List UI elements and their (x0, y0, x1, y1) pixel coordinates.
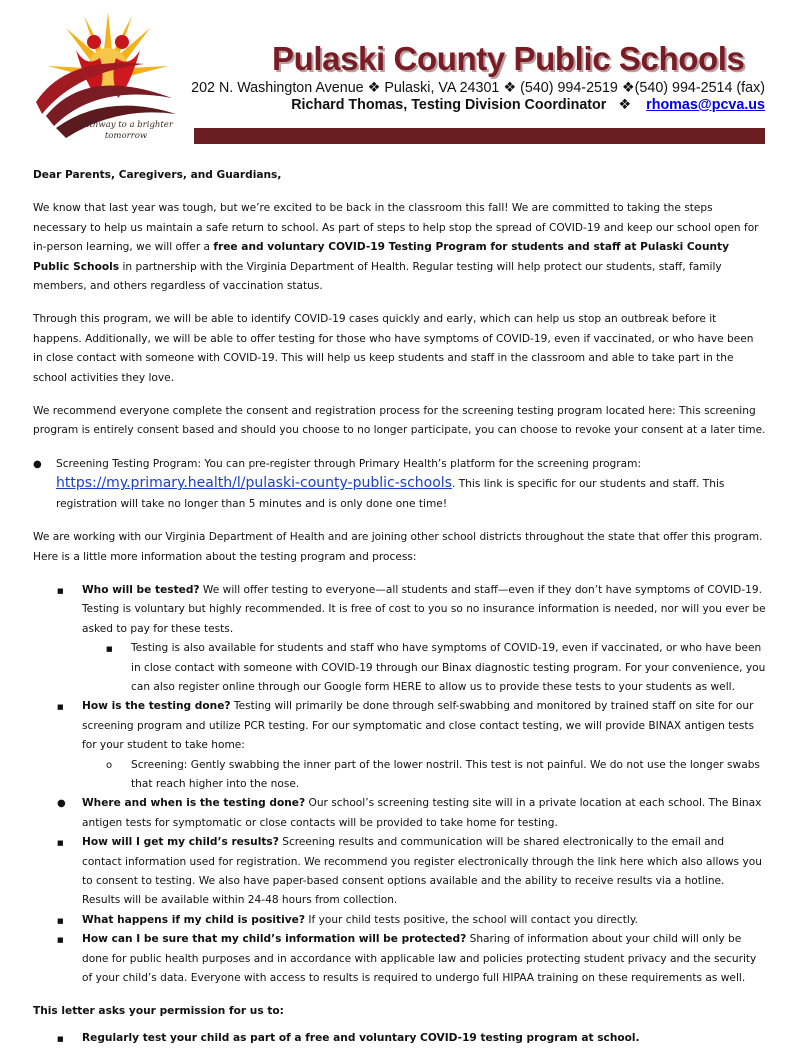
faq-answer: If your child tests positive, the school will contact you directly. (304, 913, 638, 926)
consent-paragraph: We recommend everyone complete the consent and registration process for the screening testing program located here: This screening program is entirely consent based and should you choose to no longer participate, you can choose to revoke your consent at a later time. (33, 405, 766, 437)
permission-text: Regularly test your child as part of a free and voluntary COVID-19 testing program at school. (82, 1031, 640, 1044)
faq-subtext: Testing is also available for students and staff who have symptoms of COVID-19, even if vaccinated, or who have been in close contact with someone with COVID-19 through our Binax diagnostic testing program. For your convenience, you can also register online through our Google form HERE to allow us to provide these tests to your students as well. (131, 642, 766, 693)
faq-question: Where and when is the testing done? (82, 797, 306, 810)
square-bullet: ■ (57, 936, 64, 945)
faq-subitem (33, 639, 766, 697)
school-name: Pulaski County Public Schools (272, 40, 745, 77)
faq-item (33, 581, 766, 639)
faq-item (33, 794, 766, 833)
faq-question: How is the testing done? (82, 700, 231, 713)
square-bullet: ■ (57, 586, 64, 595)
info-paragraph: We are working with our Virginia Department of Health and are joining other school districts throughout the state that offer this program. Here is a little more information about the testing program and process: (33, 531, 763, 563)
intro-paragraph (33, 199, 766, 296)
intro-text-b: in partnership with the Virginia Department of Health. Regular testing will help protect our students, staff, family members, and others regardless of vaccination status. (33, 260, 722, 293)
faq-item (33, 930, 766, 988)
screening-after: . This link is specific for our students and staff. This registration will take no longer than 5 minutes and is only done one time! (56, 478, 725, 510)
header-divider-bar (194, 128, 765, 144)
faq-question: Who will be tested? (82, 583, 200, 596)
faq-answer: Screening results and communication will be shared electronically to the email and contact information used for registration. We recommend you register electronically through the link here which also allows you to consent to testing. We also have paper-based consent options available and the ability to receive results via a hotline. Results will be available within 24-48 hours from collection. (82, 836, 762, 907)
separator-glyph: ❖ (618, 97, 632, 113)
circle-bullet: o (106, 759, 113, 771)
program-paragraph: Through this program, we will be able to identify COVID-19 cases quickly and early, which can help us stop an outbreak before it happens. Additionally, we will be able to offer testing for those who have symptoms of COVID-19, even if vaccinated, or who have been in close contact with someone with COVID-19. This will help us keep students and staff in the classroom and able to take part in the school activities they love. (33, 313, 754, 384)
coordinator-name: Richard Thomas, Testing Division Coordinator (291, 97, 607, 113)
permission-heading: This letter asks your permission for us to: (33, 1005, 284, 1018)
intro-text-bold: free and voluntary COVID-19 Testing Program for students and staff at Pulaski County Public Schools (33, 241, 730, 273)
faq-answer: Our school’s screening testing site will in a private location at each school. The Binax antigen tests for symptomatic or close contacts will be provided to take home for testing. (82, 797, 762, 829)
faq-item (33, 833, 766, 911)
coordinator-contact (291, 97, 765, 113)
faq-answer: Testing will primarily be done through self-swabbing and monitored by trained staff on site for our screening program and utilize PCR testing. For our symptomatic and close contact testing, we will provide BINAX antigen tests for your student to take home: (82, 700, 755, 752)
school-logo (26, 6, 190, 146)
salutation: Dear Parents, Caregivers, and Guardians, (33, 169, 282, 181)
screening-intro: Screening Testing Program: You can pre-register through Primary Health’s platform for the screening program: (56, 457, 642, 470)
permission-item (33, 1029, 766, 1048)
faq-item (33, 697, 766, 755)
coordinator-email-link[interactable]: rhomas@pcva.us (646, 97, 765, 113)
faq-question: What happens if my child is positive? (82, 913, 305, 926)
logo-tagline: Pathway to a brighter tomorrow (79, 120, 173, 141)
screening-bullet (33, 455, 766, 514)
letter-body (33, 166, 766, 1048)
faq-subitem (33, 756, 766, 795)
square-bullet: ■ (106, 645, 113, 654)
bullet-dot: ● (33, 458, 42, 470)
faq-answer: We will offer testing to everyone—all students and staff—even if they don’t have symptoms of COVID-19. Testing is voluntary but highly recommended. It is free of cost to you so no insurance information is needed, nor will you ever be asked to pay for these tests. (82, 583, 766, 635)
faq-question: How can I be sure that my child’s information will be protected? (82, 933, 467, 946)
faq-item (33, 911, 766, 930)
faq-subtext: Screening: Gently swabbing the inner part of the lower nostril. This test is not painful. We do not use the longer swabs that reach higher into the nose. (131, 758, 760, 790)
registration-link[interactable]: https://my.primary.health/l/pulaski-county-public-schools (56, 475, 452, 492)
square-bullet: ■ (57, 703, 64, 712)
square-bullet: ■ (57, 839, 64, 848)
faq-answer: Sharing of information about your child will only be done for public health purposes and in accordance with applicable law and policies protecting student privacy and the security of your child’s data. Everyone with access to results is required to undergo full HIPAA training on these requirements as well. (82, 933, 757, 985)
school-address: 202 N. Washington Avenue ❖ Pulaski, VA 24301 ❖ (540) 994-2519 ❖(540) 994-2514 (fax) (191, 80, 765, 96)
intro-text-a: We know that last year was tough, but we’re excited to be back in the classroom this fall! We are committed to taking the steps necessary to help us maintain a safe return to school. As part of steps to help stop the spread of COVID-19 and keep our school open for in-person learning, we will offer a (33, 202, 759, 254)
faq-question: How will I get my child’s results? (82, 836, 279, 849)
square-bullet: ■ (57, 916, 64, 925)
bullet-dot: ● (57, 798, 66, 810)
square-bullet: ■ (57, 1034, 64, 1043)
